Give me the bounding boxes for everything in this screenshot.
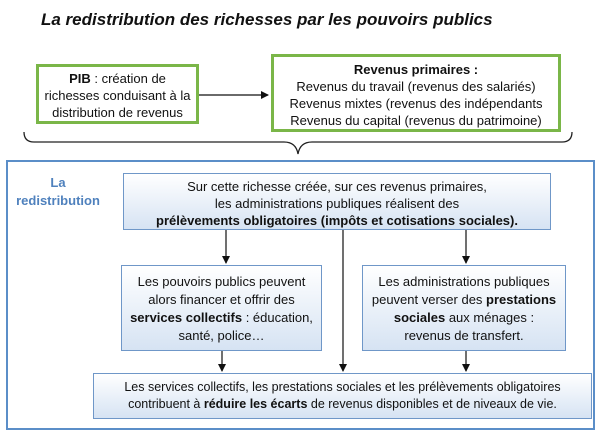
prelevements-l2: les administrations publiques réalisent des xyxy=(214,196,460,211)
services-l3-bold: services collectifs xyxy=(130,310,243,325)
pib-text-l3: distribution de revenus xyxy=(52,105,183,120)
prelevements-l1: Sur cette richesse créée, sur ces revenus primaires, xyxy=(187,179,487,194)
prelevements-l3: prélèvements obligatoires (impôts et cotisations sociales). xyxy=(156,213,518,228)
prestations-box xyxy=(362,265,566,351)
pib-text-l2: richesses conduisant à la xyxy=(44,88,191,103)
prestations-l3-rest: aux ménages : xyxy=(445,310,535,325)
redistribution-label-l1: La xyxy=(50,175,66,190)
prelevements-box xyxy=(123,173,551,230)
revenus-l2: Revenus mixtes (revenus des indépendants xyxy=(289,96,543,111)
services-l1: Les pouvoirs publics peuvent xyxy=(137,274,306,289)
services-l4: santé, police… xyxy=(178,328,265,343)
revenus-l3: Revenus du capital (revenus du patrimoine) xyxy=(290,113,542,128)
prestations-l2-pre: peuvent verser des xyxy=(371,292,487,307)
pib-bold: PIB xyxy=(69,71,91,86)
revenus-l1: Revenus du travail (revenus des salariés) xyxy=(296,79,536,94)
services-l2: alors financer et offrir des xyxy=(148,292,295,307)
prestations-l1: Les administrations publiques xyxy=(378,274,550,289)
conclusion-l1: Les services collectifs, les prestations sociales et les prélèvements obligatoires xyxy=(124,380,561,394)
services-box xyxy=(121,265,322,351)
prestations-l2-bold: prestations xyxy=(486,292,557,307)
services-l3-rest: : éducation, xyxy=(242,310,313,325)
conclusion-box xyxy=(93,373,592,419)
redistribution-label-l2: redistribution xyxy=(16,193,100,208)
prestations-l4: revenus de transfert. xyxy=(404,328,524,343)
revenus-heading: Revenus primaires : xyxy=(353,62,479,77)
redistribution-label xyxy=(16,174,100,210)
prestations-l3-bold: sociales xyxy=(393,310,446,325)
conclusion-l2-rest: de revenus disponibles et de niveaux de vie. xyxy=(307,397,557,411)
curly-brace xyxy=(24,132,572,154)
conclusion-l2-pre: contribuent à xyxy=(128,397,204,411)
conclusion-l2-bold: réduire les écarts xyxy=(203,397,308,411)
pib-text-l1: : création de xyxy=(90,71,166,86)
page-title: La redistribution des richesses par les pouvoirs publics xyxy=(41,10,493,29)
